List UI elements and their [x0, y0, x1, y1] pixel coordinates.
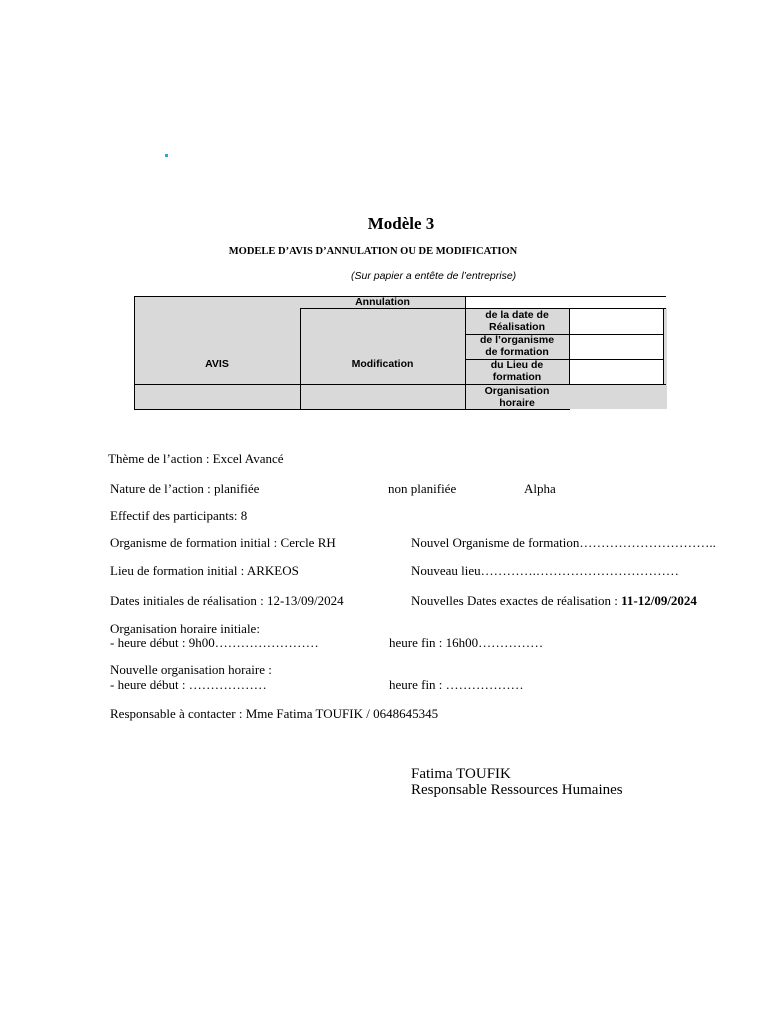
avis-label: AVIS [205, 358, 229, 370]
annulation-label: Annulation [355, 296, 410, 308]
modification-item-organisme: de l’organisme de formation [479, 334, 555, 358]
dates-initiales: Dates initiales de réalisation : 12-13/09/2024 [110, 593, 344, 608]
nature-alpha: Alpha [524, 481, 556, 496]
letterhead-note: (Sur papier a entête de l’entreprise) [351, 270, 517, 282]
table-border [569, 308, 570, 385]
value-cell-annulation [466, 296, 667, 308]
value-cell-organisme [570, 335, 663, 359]
lieu-nouveau: Nouveau lieu………….…………………………… [411, 563, 679, 578]
organisme-nouvel: Nouvel Organisme de formation………………………….. [411, 535, 716, 550]
nature-line: Nature de l’action : planifiée [110, 481, 260, 496]
page-title: Modèle 3 [367, 214, 435, 233]
responsable-line: Responsable à contacter : Mme Fatima TOUFIK / 0648645345 [110, 706, 439, 721]
dates-nouvelles [411, 593, 697, 609]
document-subtitle: MODELE D’AVIS D’ANNULATION OU DE MODIFICATION [228, 246, 518, 257]
value-cell-date [570, 309, 663, 334]
lieu-initial: Lieu de formation initial : ARKEOS [110, 563, 299, 578]
dates-nouvelles-label: Nouvelles Dates exactes de réalisation : [411, 593, 622, 608]
table-border [134, 409, 570, 410]
modification-label: Modification [351, 358, 414, 370]
modification-item-horaire: Organisation horaire [484, 385, 550, 409]
table-border [134, 384, 666, 385]
heure-debut-nouvelle: - heure début : ……………… [110, 677, 267, 692]
value-cell-lieu [570, 360, 663, 384]
dates-nouvelles-value: 11-12/09/2024 [621, 593, 697, 608]
heure-debut-initiale: - heure début : 9h00…………………… [110, 635, 319, 650]
effectif-line: Effectif des participants: 8 [110, 508, 248, 523]
table-border [663, 308, 664, 385]
organisme-initial: Organisme de formation initial : Cercle RH [110, 535, 336, 550]
theme-line: Thème de l’action : Excel Avancé [108, 451, 284, 466]
signature-role: Responsable Ressources Humaines [411, 782, 623, 798]
modification-item-date: de la date de Réalisation [485, 309, 549, 333]
modification-item-lieu: du Lieu de formation [490, 359, 544, 383]
table-border [134, 296, 135, 409]
org-horaire-nouvelle-title: Nouvelle organisation horaire : [110, 662, 272, 677]
signature-name: Fatima TOUFIK [411, 766, 511, 782]
heure-fin-initiale: heure fin : 16h00…………… [389, 635, 544, 650]
org-horaire-initiale-title: Organisation horaire initiale: [110, 621, 260, 636]
stray-mark [165, 154, 168, 157]
nature-non-planifiee: non planifiée [388, 481, 457, 496]
heure-fin-nouvelle: heure fin : ……………… [389, 677, 524, 692]
